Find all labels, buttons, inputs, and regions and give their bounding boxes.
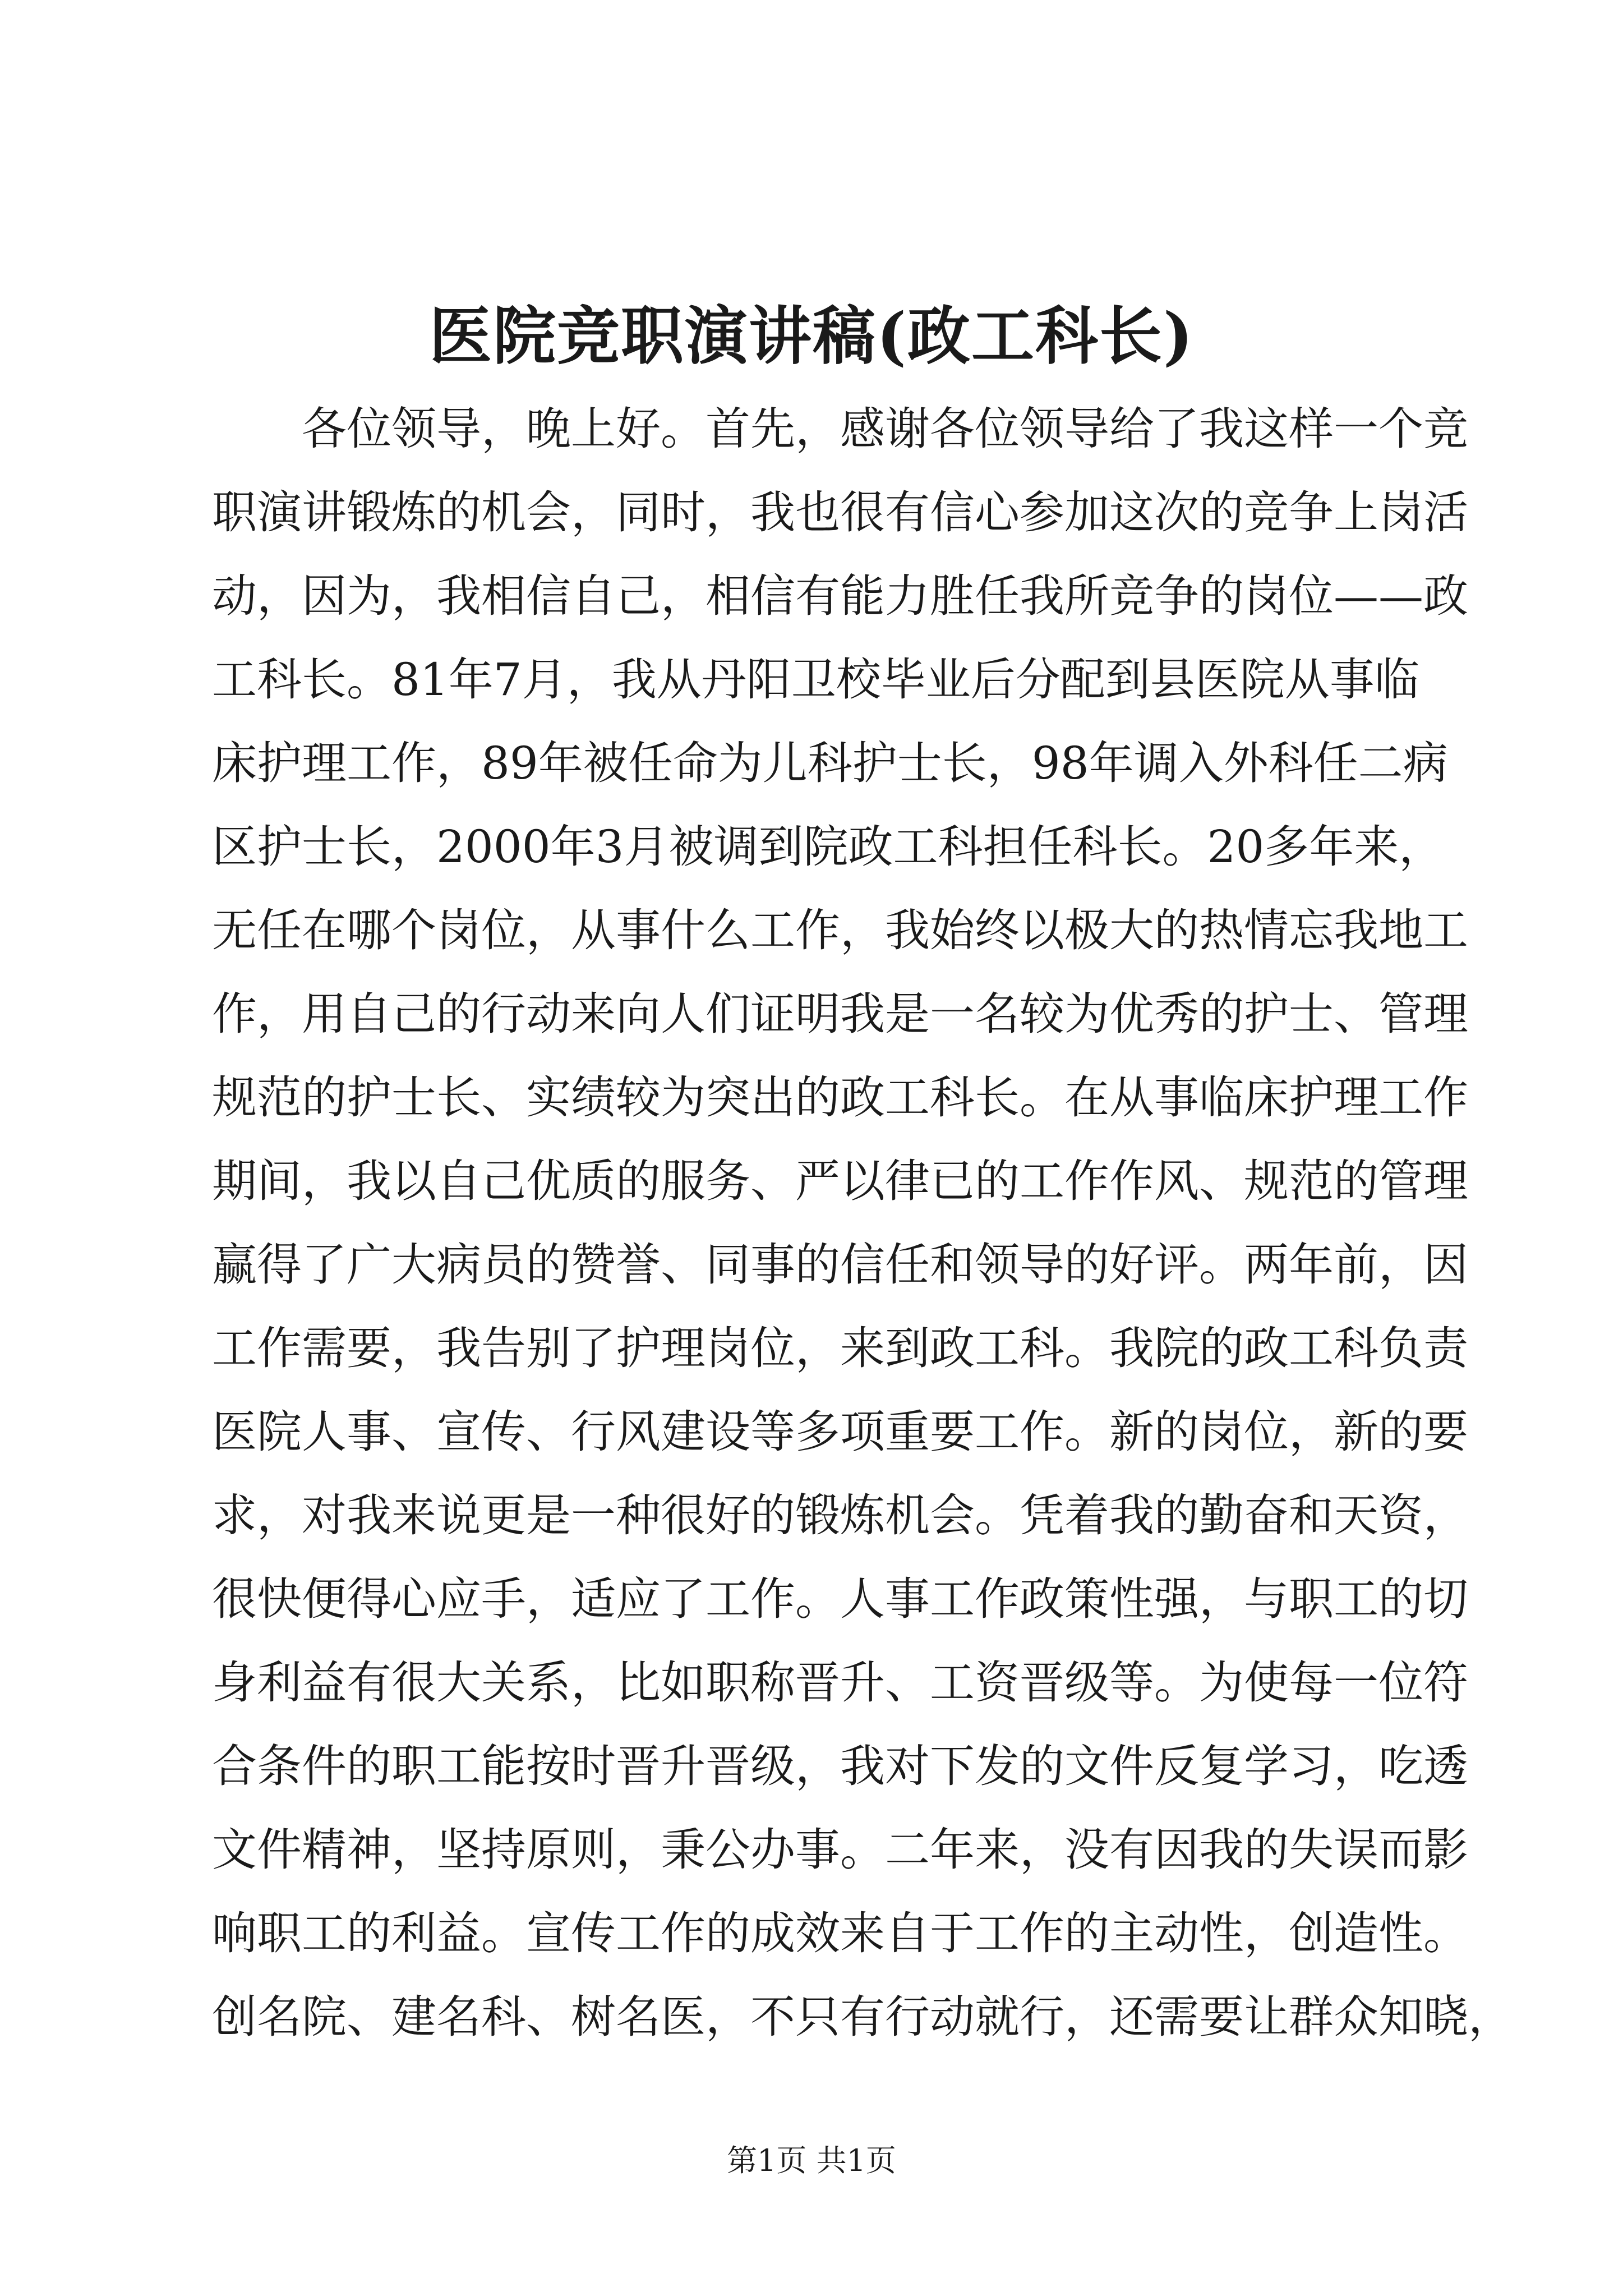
- body-line: 合条件的职工能按时晋升晋级，我对下发的文件反复学习，吃透: [212, 1740, 1468, 1792]
- body-line: 工科长。81年7月，我从丹阳卫校毕业后分配到县医院从事临: [212, 654, 1419, 706]
- body-line: 工作需要，我告别了护理岗位，来到政工科。我院的政工科负责: [212, 1322, 1468, 1374]
- body-line: 职演讲锻炼的机会，同时，我也很有信心参加这次的竞争上岗活: [212, 486, 1468, 539]
- body-line: 期间，我以自己优质的服务、严以律已的工作作风、规范的管理: [212, 1155, 1468, 1207]
- body-line: 动，因为，我相信自己，相信有能力胜任我所竞争的岗位——政: [212, 570, 1468, 622]
- document-body: [212, 387, 1513, 2059]
- body-line: 区护士长，2000年3月被调到院政工科担任科长。20多年来，: [212, 821, 1444, 873]
- body-line: 医院人事、宣传、行风建设等多项重要工作。新的岗位，新的要: [212, 1406, 1468, 1458]
- body-line: 文件精神，坚持原则，秉公办事。二年来，没有因我的失误而影: [212, 1824, 1468, 1876]
- page-number-footer: 第1页 共1页: [727, 2143, 896, 2178]
- body-line: 各位领导，晚上好。首先，感谢各位领导给了我这样一个竞: [302, 403, 1468, 455]
- body-line: 规范的护士长、实绩较为突出的政工科长。在从事临床护理工作: [212, 1071, 1468, 1124]
- document-title: 医院竞职演讲稿(政工科长): [429, 300, 1194, 373]
- body-line: 响职工的利益。宣传工作的成效来自于工作的主动性，创造性。: [212, 1907, 1468, 1959]
- body-line: 床护理工作，89年被任命为儿科护士长，98年调入外科任二病: [212, 737, 1448, 789]
- body-line: 很快便得心应手，适应了工作。人事工作政策性强，与职工的切: [212, 1573, 1468, 1625]
- body-line: 创名院、建名科、树名医，不只有行动就行，还需要让群众知晓，: [212, 1991, 1513, 2043]
- body-line: 求，对我来说更是一种很好的锻炼机会。凭着我的勤奋和天资，: [212, 1489, 1468, 1542]
- body-line: 身利益有很大关系，比如职称晋升、工资晋级等。为使每一位符: [212, 1657, 1468, 1709]
- body-line: 无任在哪个岗位，从事什么工作，我始终以极大的热情忘我地工: [212, 904, 1468, 956]
- body-line: 赢得了广大病员的赞誉、同事的信任和领导的好评。两年前，因: [212, 1239, 1468, 1291]
- body-line: 作，用自己的行动来向人们证明我是一名较为优秀的护士、管理: [212, 988, 1468, 1040]
